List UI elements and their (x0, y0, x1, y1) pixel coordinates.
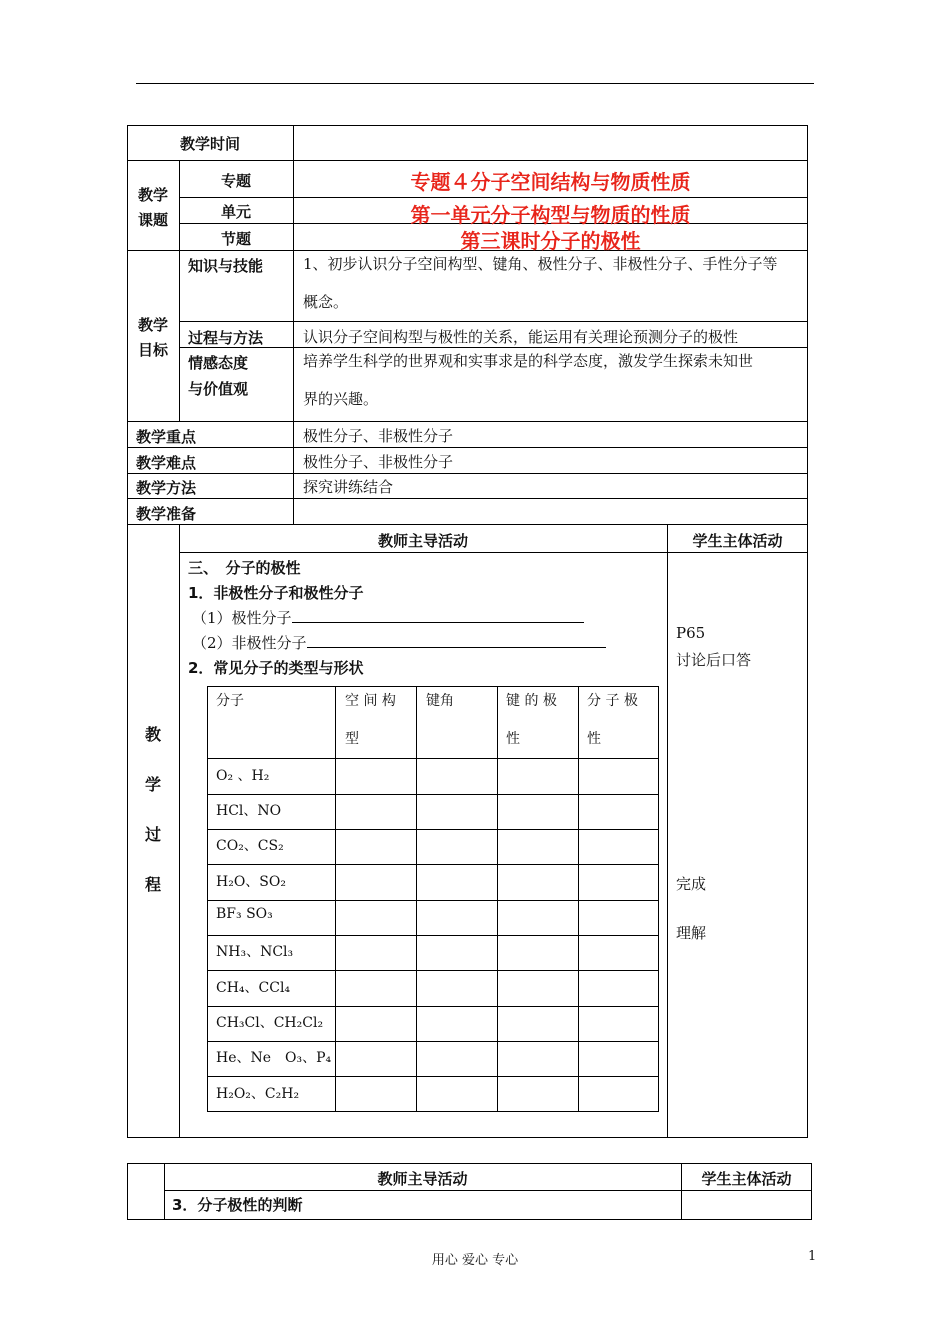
key-point-value: 极性分子、非极性分子 (303, 427, 454, 445)
table-row: H₂O、SO₂ (216, 874, 286, 890)
process-value: 认识分子空间构型与极性的关系，能运用有关理论预测分子的极性 (303, 328, 739, 346)
zhuanti-label: 专题 (220, 172, 251, 190)
sub1-item-2-text: （2）非极性分子 (192, 634, 307, 652)
goals-group-label-2: 目标 (137, 341, 168, 359)
table-row: O₂ 、H₂ (216, 768, 270, 784)
topic-group-label-1: 教学 (137, 186, 168, 204)
knowledge-label: 知识与技能 (188, 257, 264, 275)
header-rule (136, 83, 814, 84)
blank-line (292, 608, 584, 623)
sub1-item-1-text: （1）极性分子 (192, 609, 292, 627)
teacher-activity-header: 教师主导活动 (377, 532, 468, 550)
emotion-line-2: 界的兴趣。 (303, 390, 379, 408)
table-row: He、Ne O₃、P₄ (216, 1050, 332, 1066)
process-label-char-4: 程 (145, 875, 162, 894)
method-label: 教学方法 (136, 479, 197, 497)
knowledge-line-1: 1、初步认识分子空间构型、键角、极性分子、非极性分子、手性分子等 (303, 255, 778, 273)
col-header-shape-1: 空 间 构 (345, 693, 396, 709)
difficulty-value: 极性分子、非极性分子 (303, 453, 454, 471)
jieti-label: 节题 (220, 230, 251, 248)
emotion-label-1: 情感态度 (188, 354, 249, 372)
teacher-activity-header-2: 教师主导活动 (377, 1170, 468, 1188)
col-header-mol-polarity-2: 性 (587, 731, 601, 747)
section-title: 三、 分子的极性 (188, 559, 301, 577)
col-header-angle: 键角 (426, 693, 454, 709)
student-note-p65: P65 (676, 624, 706, 642)
table-row: BF₃ SO₃ (216, 906, 273, 922)
student-note-complete: 完成 (676, 875, 707, 893)
danyuan-value: 第一单元分子构型与物质的性质 (410, 203, 691, 227)
sub1-item-2 (192, 632, 606, 653)
zhuanti-value: 专题４分子空间结构与物质性质 (410, 170, 691, 194)
sub1-item-1 (192, 607, 584, 628)
sub1-title: 1．非极性分子和极性分子 (188, 584, 364, 602)
sub2-title: 2．常见分子的类型与形状 (188, 659, 364, 677)
table-row: H₂O₂、C₂H₂ (216, 1086, 300, 1102)
col-header-mol-polarity-1: 分 子 极 (587, 693, 638, 709)
teaching-time-label: 教学时间 (179, 135, 240, 153)
topic-group-label-2: 课题 (137, 211, 168, 229)
emotion-line-1: 培养学生科学的世界观和实事求是的科学态度，激发学生探索未知世 (303, 352, 754, 370)
emotion-label-2: 与价值观 (188, 380, 249, 398)
difficulty-label: 教学难点 (136, 454, 197, 472)
col-header-bond-polarity-1: 键 的 极 (506, 693, 557, 709)
process-label-char-1: 教 (145, 725, 162, 744)
col-header-molecule: 分子 (216, 693, 244, 709)
process-label-char-2: 学 (145, 775, 162, 794)
student-note-understand: 理解 (676, 924, 707, 942)
method-value: 探究讲练结合 (303, 478, 394, 496)
table-row: CH₃Cl、CH₂Cl₂ (216, 1015, 324, 1031)
blank-line (307, 633, 606, 648)
student-activity-header-2: 学生主体活动 (701, 1170, 792, 1188)
col-header-bond-polarity-2: 性 (506, 731, 520, 747)
preparation-label: 教学准备 (136, 505, 197, 523)
knowledge-line-2: 概念。 (303, 293, 349, 311)
student-activity-header: 学生主体活动 (692, 532, 783, 550)
table-row: CO₂、CS₂ (216, 838, 284, 854)
goals-group-label-1: 教学 (137, 316, 168, 334)
student-note-discuss: 讨论后口答 (676, 651, 752, 669)
footer-motto: 用心 爱心 专心 (431, 1253, 519, 1268)
page-number: 1 (808, 1249, 817, 1264)
process-label-char-3: 过 (145, 825, 162, 844)
key-point-label: 教学重点 (136, 428, 197, 446)
process-label: 过程与方法 (188, 329, 264, 347)
jieti-value: 第三课时分子的极性 (460, 229, 641, 253)
col-header-shape-2: 型 (345, 731, 359, 747)
table-row: HCl、NO (216, 803, 282, 819)
sub3-title: 3．分子极性的判断 (172, 1196, 303, 1214)
table-row: NH₃、NCl₃ (216, 944, 294, 960)
table-row: CH₄、CCl₄ (216, 980, 291, 996)
danyuan-label: 单元 (220, 203, 251, 221)
